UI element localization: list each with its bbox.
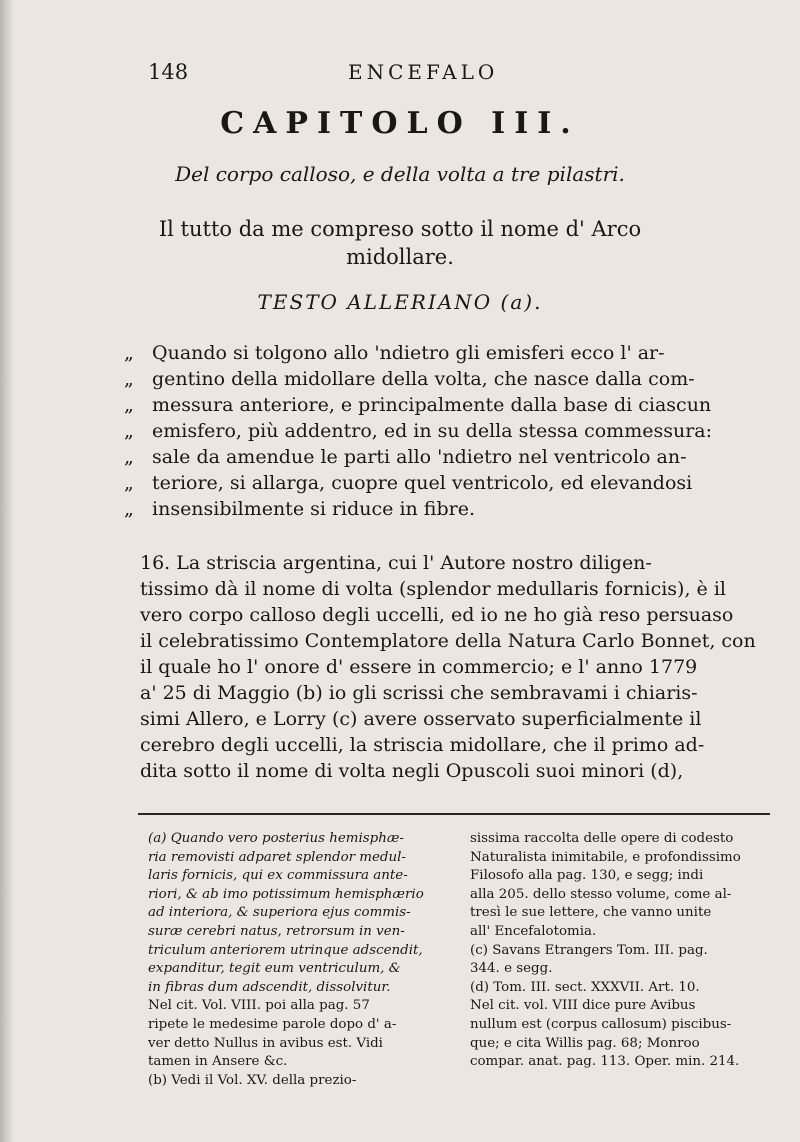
footnote-line: nullum est (corpus callosum) piscibus- <box>470 1016 732 1032</box>
footnote-line: in fibras dum adscendit, dissolvitur. <box>148 979 391 995</box>
section-heading-line: Il tutto da me compreso sotto il nome d' Arco <box>158 217 642 241</box>
quote-mark: „ <box>124 342 134 364</box>
quote-text: emisfero, più addentro, ed in su della stessa commessura: <box>152 420 713 442</box>
quote-line <box>124 394 764 420</box>
quote-line <box>124 446 764 472</box>
quote-text: Quando si tolgono allo 'ndietro gli emisferi ecco l' ar- <box>152 342 665 364</box>
quote-mark: „ <box>124 446 134 468</box>
quote-text: gentino della midollare della volta, che nasce dalla com- <box>152 368 695 390</box>
chapter-title: CAPITOLO III. <box>220 106 580 141</box>
footnote-line: triculum anteriorem utrinque adscendit, <box>148 942 423 958</box>
footnote-line: 344. e segg. <box>470 961 553 977</box>
footnote-line: alla 205. dello stesso volume, come al- <box>470 886 732 902</box>
page-header <box>148 60 768 90</box>
quote-mark: „ <box>124 394 134 416</box>
quote-line <box>124 420 764 446</box>
footnote-divider <box>138 813 770 815</box>
footnote-line: tamen in Ansere &c. <box>148 1054 288 1070</box>
footnotes-right-column <box>470 830 772 1072</box>
quote-text: messura anteriore, e principalmente dalla base di ciascun <box>152 394 712 416</box>
quote-text: sale da amendue le parti allo 'ndietro nel ventricolo an- <box>152 446 687 468</box>
quote-text: teriore, si allarga, cuopre quel ventricolo, ed elevandosi <box>152 472 693 494</box>
footnote-line: all' Encefalotomia. <box>470 923 597 939</box>
footnote-line: Nel cit. Vol. VIII. poi alla pag. 57 <box>148 998 370 1014</box>
quote-mark: „ <box>124 472 134 494</box>
footnote-line: (c) Savans Etrangers Tom. III. pag. <box>470 942 708 958</box>
footnote-line: laris fornicis, qui ex commissura ante- <box>148 868 408 884</box>
body-line: simi Allero, e Lorry (c) avere osservato superficialmente il <box>140 708 702 730</box>
footnote-line: ad interiora, & superiora ejus commis- <box>148 905 411 921</box>
quote-mark: „ <box>124 498 134 520</box>
footnote-line: (d) Tom. III. sect. XXXVII. Art. 10. <box>470 979 700 995</box>
footnote-line: expanditur, tegit eum ventriculum, & <box>148 961 401 977</box>
footnote-line: (b) Vedi il Vol. XV. della prezio- <box>148 1072 357 1088</box>
footnote-line: tresì le sue lettere, che vanno unite <box>470 905 712 921</box>
footnote-line: Naturalista inimitabile, e profondissimo <box>470 849 741 865</box>
chapter-subtitle: Del corpo calloso, e della volta a tre pilastri. <box>175 162 625 186</box>
quote-mark: „ <box>124 368 134 390</box>
quote-line <box>124 498 764 524</box>
testo-heading: TESTO ALLERIANO (a). <box>257 290 543 314</box>
footnote-line: sissima raccolta delle opere di codesto <box>470 831 734 846</box>
body-paragraph <box>140 550 770 784</box>
section-heading <box>0 215 800 271</box>
quote-line <box>124 472 764 498</box>
body-line: il celebratissimo Contemplatore della Natura Carlo Bonnet, con <box>140 630 756 652</box>
section-heading-line: midollare. <box>346 245 454 269</box>
body-line: vero corpo calloso degli uccelli, ed io ne ho già reso persuaso <box>140 604 734 626</box>
footnotes-left-column <box>148 830 448 1090</box>
footnote-line: compar. anat. pag. 113. Oper. min. 214. <box>470 1054 740 1070</box>
body-line: a' 25 di Maggio (b) io gli scrissi che sembravami i chiaris- <box>140 682 698 704</box>
footnote-line: ria removisti adparet splendor medul- <box>148 849 406 865</box>
footnote-line: Nel cit. vol. VIII dice pure Avibus <box>470 998 696 1014</box>
body-line: il quale ho l' onore d' essere in commercio; e l' anno 1779 <box>140 656 698 678</box>
body-line: tissimo dà il nome di volta (splendor medullaris fornicis), è il <box>140 578 726 600</box>
footnote-line: ripete le medesime parole dopo d' a- <box>148 1016 397 1032</box>
quote-line <box>124 368 764 394</box>
footnote-line: ver detto Nullus in avibus est. Vidi <box>148 1035 383 1051</box>
body-line: dita sotto il nome di volta negli Opuscoli suoi minori (d), <box>140 760 684 782</box>
footnote-line: Filosofo alla pag. 130, e segg; indi <box>470 868 704 884</box>
running-head: ENCEFALO <box>348 60 499 84</box>
quote-line <box>124 342 764 368</box>
footnote-line: riori, & ab imo potissimum hemisphærio <box>148 886 424 902</box>
quoted-passage <box>124 342 764 524</box>
body-line: cerebro degli uccelli, la striscia midollare, che il primo ad- <box>140 734 705 756</box>
body-line: 16. La striscia argentina, cui l' Autore nostro diligen- <box>140 552 652 574</box>
quote-text: insensibilmente si riduce in fibre. <box>152 498 476 520</box>
quote-mark: „ <box>124 420 134 442</box>
footnote-line: (a) Quando vero posterius hemisphæ- <box>148 831 404 846</box>
page-number: 148 <box>148 60 189 84</box>
footnote-line: suræ cerebri natus, retrorsum in ven- <box>148 923 405 939</box>
footnote-line: que; e cita Willis pag. 68; Monroo <box>470 1035 700 1051</box>
